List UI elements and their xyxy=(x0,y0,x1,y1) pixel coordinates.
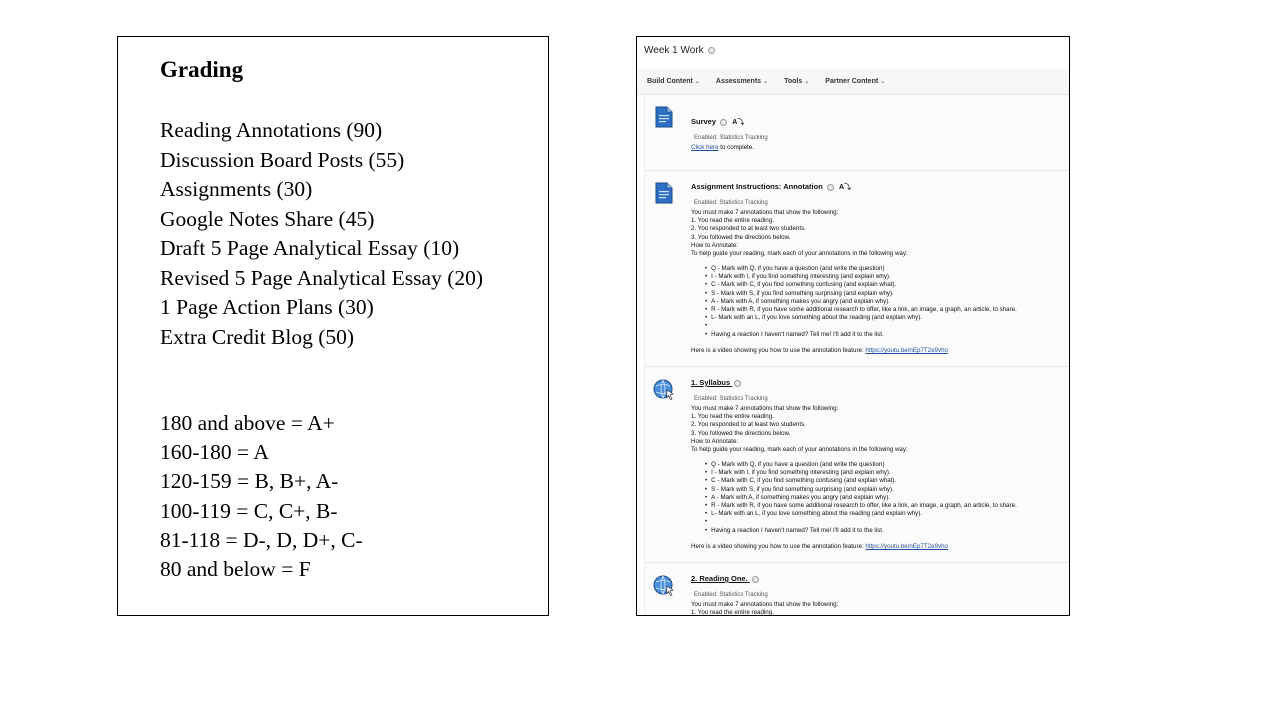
document-icon xyxy=(655,106,673,128)
content-item-assignment xyxy=(645,171,1069,367)
list-item xyxy=(705,322,1017,330)
enabled-status: Enabled: Statistics Tracking xyxy=(694,592,768,598)
item-title-link[interactable]: 2. Reading One. xyxy=(691,574,759,583)
video-line: Here is a video showing you how to use the annotation feature: https://youtu.be/nEp7T2e9vho xyxy=(691,543,948,550)
enabled-status: Enabled: Statistics Tracking xyxy=(694,396,768,402)
chevron-down-icon: ⌄ xyxy=(694,79,700,85)
list-item: • S - Mark with S, if you find something surprising (and explain why). xyxy=(705,290,1017,298)
grade-scale-item: 180 and above = A+ xyxy=(160,411,335,435)
list-item: • I - Mark with I, if you find something interesting (and explain why). xyxy=(705,273,1017,281)
list-item: • A - Mark with A, if something makes you angry (and explain why). xyxy=(705,298,1017,306)
grading-item: Assignments (30) xyxy=(160,177,313,201)
chevron-down-icon: ⌄ xyxy=(880,79,886,85)
options-circle-icon[interactable] xyxy=(734,380,741,387)
grade-scale-item: 80 and below = F xyxy=(160,557,311,582)
options-circle-icon[interactable] xyxy=(827,184,834,191)
options-circle-icon[interactable] xyxy=(708,47,715,54)
annotation-codes-list xyxy=(705,461,1017,535)
options-circle-icon[interactable] xyxy=(752,576,759,583)
content-menubar xyxy=(637,69,1069,95)
tools-menu[interactable]: Tools ⌄ xyxy=(784,78,810,85)
partner-content-menu[interactable]: Partner Content ⌄ xyxy=(825,78,886,85)
list-item: • A - Mark with A, if something makes you angry (and explain why). xyxy=(705,494,1017,502)
grade-scale-item: 160-180 = A xyxy=(160,440,269,465)
item-title[interactable]: Assignment Instructions: Annotation A⤵ xyxy=(691,182,852,191)
build-content-menu[interactable]: Build Content ⌄ xyxy=(647,78,700,85)
grading-item: 1 Page Action Plans (30) xyxy=(160,295,374,319)
instructions-intro: You must make 7 annotations that show the following: 1. You read the entire reading. 2. You responded to at least two students. 3. You followed the directions below. How to Annotate: To help guide your reading, mark each of your annotations in the following way: xyxy=(691,209,908,258)
document-icon xyxy=(655,182,673,204)
web-link-globe-icon xyxy=(653,574,675,596)
instructions-intro: You must make 7 annotations that show the following: 1. You read the entire reading. xyxy=(691,601,839,616)
video-line: Here is a video showing you how to use the annotation feature: https://youtu.be/nEp7T2e9vho xyxy=(691,347,948,354)
grading-item: Revised 5 Page Analytical Essay (20) xyxy=(160,265,484,290)
grading-item: Extra Credit Blog (50) xyxy=(160,324,355,349)
list-item: • Q - Mark with Q, if you have a question (and write the question) xyxy=(705,461,1017,469)
video-link[interactable]: https://youtu.be/nEp7T2e9vho xyxy=(865,347,948,354)
list-item: • Having a reaction I haven't named? Tell me! I'll add it to the list. xyxy=(705,331,1017,339)
content-item-syllabus xyxy=(645,367,1069,563)
list-item: • I - Mark with I, if you find something interesting (and explain why). xyxy=(705,469,1017,477)
grading-item: Discussion Board Posts (55) xyxy=(160,147,405,172)
list-item: • R - Mark with R, if you have some additional research to offer, like a link, an image, a graph, an article, to share. xyxy=(705,502,1017,510)
grade-scale-list xyxy=(160,409,363,584)
enabled-status: Enabled: Statistics Tracking xyxy=(694,200,768,206)
instructions-intro: You must make 7 annotations that show the following: 1. You read the entire reading. 2. You responded to at least two students. 3. You followed the directions below. How to Annotate: To help guide your reading, mark each of your annotations in the following way: xyxy=(691,405,908,454)
options-circle-icon[interactable] xyxy=(720,119,727,126)
lms-page-header xyxy=(637,37,1069,69)
content-item-survey xyxy=(645,95,1069,171)
adaptive-release-icon: A⤵ xyxy=(839,184,852,191)
grading-panel xyxy=(117,36,549,616)
survey-instruction: Click here to complete. xyxy=(691,144,754,151)
grading-title: Grading xyxy=(160,57,244,82)
video-link[interactable]: https://youtu.be/nEp7T2e9vho xyxy=(865,543,948,550)
list-item: • L- Mark with an L, if you love something about the reading (and explain why). xyxy=(705,314,1017,322)
grading-item: Google Notes Share (45) xyxy=(160,206,375,231)
list-item: • Having a reaction I haven't named? Tell me! I'll add it to the list. xyxy=(705,527,1017,535)
item-title-link[interactable]: 1. Syllabus xyxy=(691,378,741,387)
content-list xyxy=(644,95,1069,615)
grading-items-list xyxy=(160,116,483,352)
list-item: • L- Mark with an L, if you love something about the reading (and explain why). xyxy=(705,510,1017,518)
content-item-reading-one xyxy=(645,563,1069,616)
grading-item: Draft 5 Page Analytical Essay (10) xyxy=(160,236,460,260)
list-item: • C - Mark with C, if you find something confusing (and explain what). xyxy=(705,281,1017,289)
grade-scale-item: 81-118 = D-, D, D+, C- xyxy=(160,527,363,552)
annotation-codes-list xyxy=(705,265,1017,339)
grade-scale-item: 120-159 = B, B+, A- xyxy=(160,469,339,494)
lms-screenshot-panel xyxy=(636,36,1070,616)
page-title: Week 1 Work xyxy=(644,45,704,56)
grading-item: Reading Annotations (90) xyxy=(160,118,383,142)
list-item xyxy=(705,518,1017,526)
list-item: • S - Mark with S, if you find something surprising (and explain why). xyxy=(705,486,1017,494)
list-item: • R - Mark with R, if you have some additional research to offer, like a link, an image, a graph, an article, to share. xyxy=(705,306,1017,314)
chevron-down-icon: ⌄ xyxy=(763,79,769,85)
chevron-down-icon: ⌄ xyxy=(804,79,810,85)
click-here-link[interactable]: Click here xyxy=(691,144,719,151)
enabled-status: Enabled: Statistics Tracking xyxy=(694,135,768,141)
web-link-globe-icon xyxy=(653,378,675,400)
assessments-menu[interactable]: Assessments ⌄ xyxy=(715,78,769,85)
item-title[interactable]: Survey A⤵ xyxy=(691,117,745,126)
grade-scale-item: 100-119 = C, C+, B- xyxy=(160,498,338,523)
list-item: • C - Mark with C, if you find something confusing (and explain what). xyxy=(705,477,1017,485)
list-item: • Q - Mark with Q, if you have a question (and write the question) xyxy=(705,265,1017,273)
adaptive-release-icon: A⤵ xyxy=(732,119,745,126)
